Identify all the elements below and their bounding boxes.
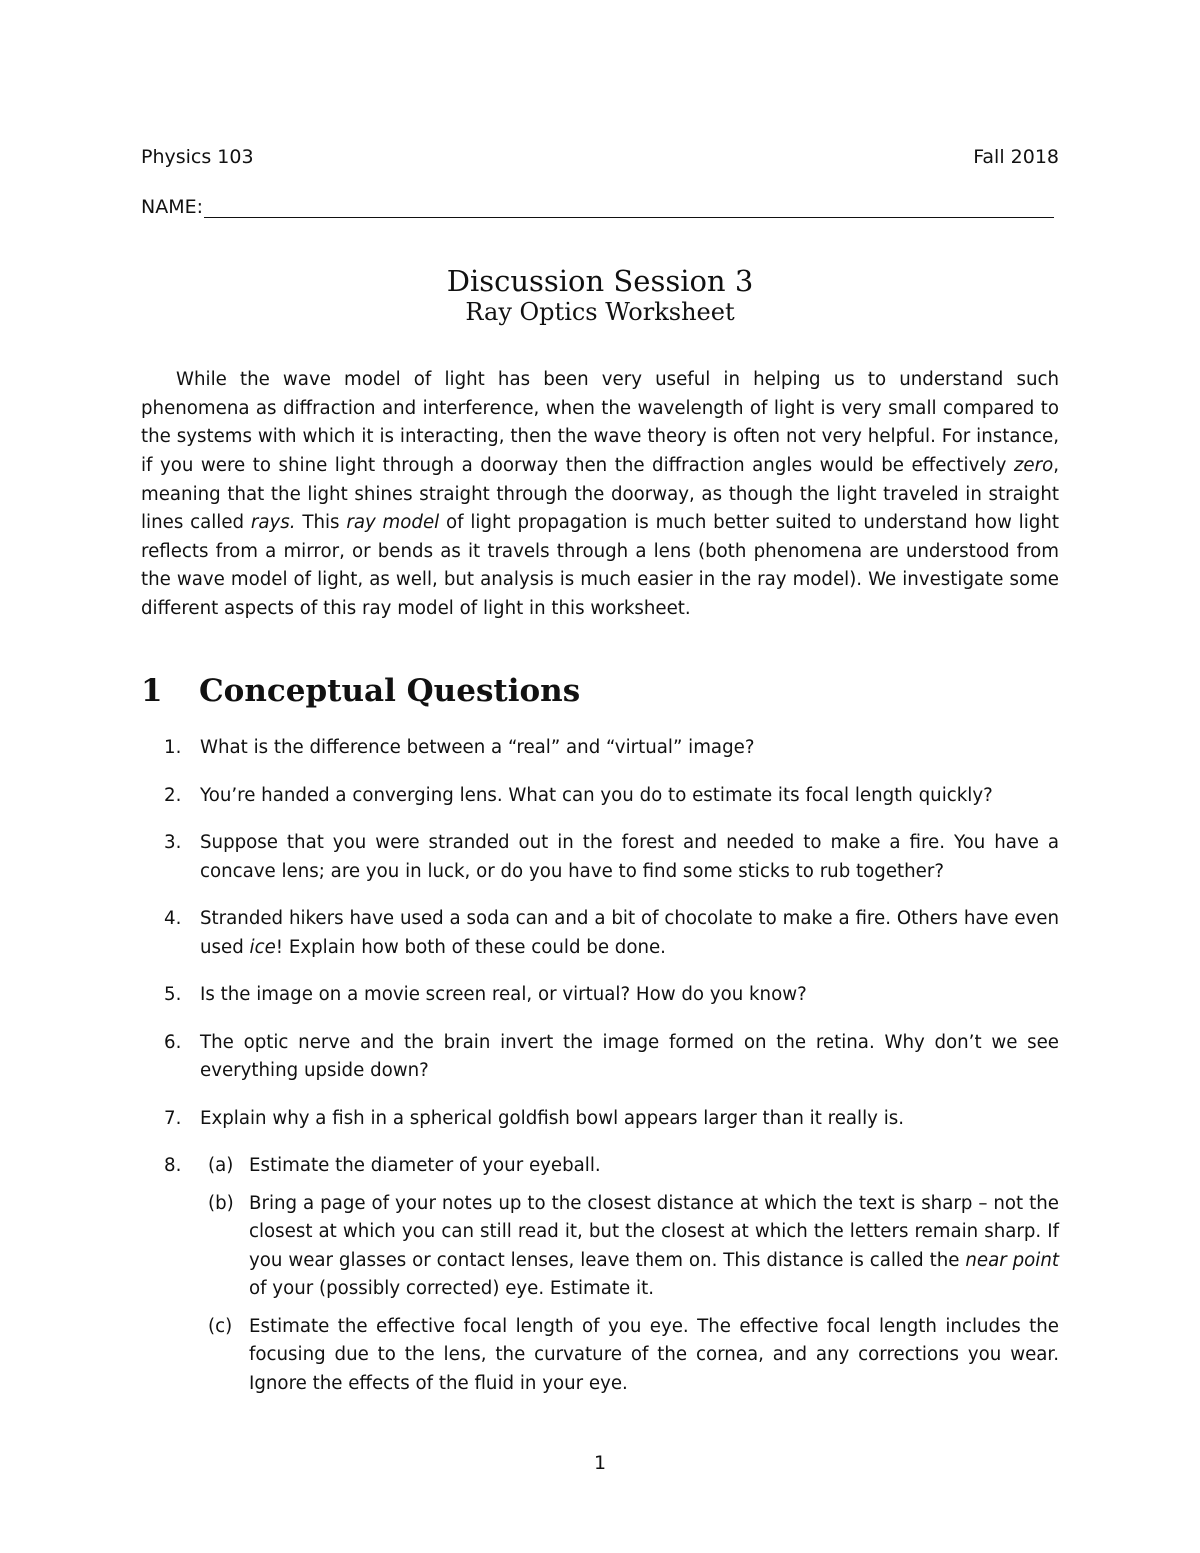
- sub-question-a: [200, 1152, 1059, 1181]
- sub-question-text: Bring a page of your notes up to the closest distance at which the text is sharp – not the closest at which you can still read it, but the closest at which the letters remain sharp. If you wear glasses or contact lenses, leave them on. This distance is called the: [249, 1192, 1059, 1271]
- question-number: 5.: [164, 984, 182, 1005]
- question-number: 6.: [164, 1031, 182, 1053]
- intro-text-2: , meaning that the light shines straight through the doorway, as though the light traveled in straight lines called: [141, 454, 1059, 534]
- list-item: [141, 782, 1059, 811]
- intro-emphasis-zero: zero: [1013, 454, 1054, 476]
- question-emphasis: ice: [249, 936, 276, 958]
- course-label: Physics 103: [141, 146, 254, 168]
- page-title: Discussion Session 3: [446, 264, 754, 298]
- sub-question-label: (c): [208, 1315, 233, 1337]
- intro-emphasis-rays: rays.: [250, 512, 296, 534]
- sub-question-c: [200, 1313, 1059, 1399]
- list-item: [141, 734, 1059, 763]
- list-item: [141, 981, 1059, 1010]
- question-number: 2.: [164, 784, 182, 806]
- page-subtitle: Ray Optics Worksheet: [465, 298, 735, 326]
- sub-question-label: (b): [208, 1192, 234, 1214]
- page-number: 1: [593, 1452, 607, 1474]
- intro-paragraph: [141, 366, 1059, 623]
- page-header: [141, 146, 1059, 168]
- sub-question-text: Estimate the diameter of your eyeball.: [249, 1155, 601, 1176]
- question-list: [141, 734, 1059, 1417]
- name-field[interactable]: [141, 196, 1054, 218]
- list-item: [141, 905, 1059, 962]
- sub-question-label: (a): [208, 1155, 234, 1176]
- question-number: 3.: [164, 832, 182, 853]
- sub-question-text: Estimate the effective focal length of you eye. The effective focal length includes the focusing due to the lens, the curvature of the cornea, and any corrections you wear. Ignore the effects of the fluid in your eye.: [249, 1315, 1059, 1394]
- name-blank-line[interactable]: [204, 197, 1054, 218]
- list-item: [141, 1105, 1059, 1134]
- list-item: [141, 829, 1059, 886]
- name-label: NAME:: [141, 196, 204, 218]
- intro-text-4: of light propagation is much better suited to understand how light reflects from a mirror, or bends as it travels through a lens (both phenomena are understood from the wave model of light, as well, but analysis is much easier in the ray model). We investigate some different aspects of this ray model of light in this worksheet.: [141, 512, 1059, 619]
- question-number: 7.: [164, 1107, 182, 1129]
- question-text: Stranded hikers have used a soda can and a bit of chocolate to make a fire. Others have even used: [200, 908, 1059, 958]
- question-text: ! Explain how both of these could be done.: [275, 936, 666, 958]
- intro-text-3: This: [295, 512, 347, 534]
- question-text: What is the difference between a “real” and “virtual” image?: [200, 737, 755, 758]
- section-heading: [141, 673, 1059, 709]
- section-number: 1: [141, 673, 163, 709]
- question-text: You’re handed a converging lens. What can you do to estimate its focal length quickly?: [200, 784, 993, 806]
- sub-question-text: of your (possibly corrected) eye. Estimate it.: [249, 1278, 654, 1299]
- term-label: Fall 2018: [973, 146, 1059, 168]
- intro-text-1: While the wave model of light has been very useful in helping us to understand such phenomena as diffraction and interference, when the wavelength of light is very small compared to the systems with which it is interacting, then the wave theory is often not very helpful. For instance, if you were to shine light through a doorway then the diffraction angles would be effectively: [141, 369, 1059, 476]
- question-text: Explain why a fish in a spherical goldfish bowl appears larger than it really is.: [200, 1107, 905, 1129]
- sub-question-b: [200, 1190, 1059, 1304]
- question-text: Is the image on a movie screen real, or virtual? How do you know?: [200, 984, 807, 1005]
- sub-question-emphasis: near point: [965, 1249, 1059, 1271]
- question-number: 1.: [164, 737, 182, 758]
- list-item: [141, 1029, 1059, 1086]
- list-item: [141, 1152, 1059, 1398]
- intro-emphasis-ray-model: ray model: [346, 512, 440, 534]
- question-text: The optic nerve and the brain invert the image formed on the retina. Why don’t we see everything upside down?: [200, 1031, 1059, 1081]
- question-text: Suppose that you were stranded out in the forest and needed to make a fire. You have a concave lens; are you in luck, or do you have to find some sticks to rub together?: [200, 832, 1059, 882]
- question-number: 4.: [164, 908, 182, 929]
- question-number: 8.: [164, 1155, 182, 1176]
- section-title: Conceptual Questions: [199, 673, 581, 709]
